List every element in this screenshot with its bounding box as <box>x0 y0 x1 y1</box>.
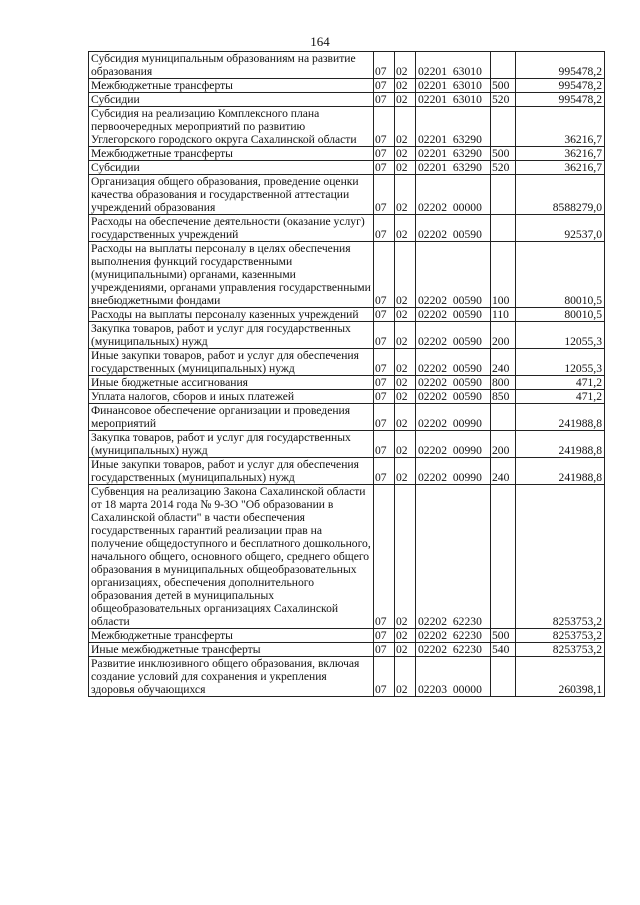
row-amount: 8253753,2 <box>516 643 605 657</box>
row-expense-type: 500 <box>491 147 516 161</box>
row-expense-type: 200 <box>491 431 516 458</box>
row-name: Иные бюджетные ассигнования <box>89 376 374 390</box>
row-subsection-code: 02 <box>395 629 416 643</box>
row-target-article: 02202 00590 <box>416 215 491 242</box>
table-row <box>89 215 605 242</box>
row-name: Субсидия на реализацию Комплексного плана первоочередных мероприятий по развитию Углегорского городского округа Сахалинской области <box>89 107 374 147</box>
row-section-code: 07 <box>374 376 395 390</box>
row-subsection-code: 02 <box>395 52 416 79</box>
row-name: Субсидии <box>89 93 374 107</box>
row-target-article: 02201 63010 <box>416 93 491 107</box>
row-expense-type <box>491 107 516 147</box>
row-expense-type <box>491 52 516 79</box>
table-row <box>89 147 605 161</box>
table-row <box>89 390 605 404</box>
row-section-code: 07 <box>374 79 395 93</box>
row-section-code: 07 <box>374 643 395 657</box>
table-row <box>89 107 605 147</box>
row-section-code: 07 <box>374 175 395 215</box>
row-amount: 8253753,2 <box>516 629 605 643</box>
table-row <box>89 175 605 215</box>
table-row <box>89 52 605 79</box>
row-target-article: 02202 00590 <box>416 308 491 322</box>
row-expense-type <box>491 485 516 629</box>
table-row <box>89 431 605 458</box>
table-row <box>89 242 605 308</box>
row-expense-type <box>491 657 516 697</box>
row-amount: 995478,2 <box>516 52 605 79</box>
row-target-article: 02202 00590 <box>416 322 491 349</box>
row-section-code: 07 <box>374 242 395 308</box>
row-name: Расходы на выплаты персоналу казенных учреждений <box>89 308 374 322</box>
row-target-article: 02201 63290 <box>416 107 491 147</box>
row-target-article: 02201 63290 <box>416 147 491 161</box>
row-section-code: 07 <box>374 107 395 147</box>
row-expense-type: 520 <box>491 161 516 175</box>
row-expense-type: 200 <box>491 322 516 349</box>
row-amount: 241988,8 <box>516 431 605 458</box>
row-target-article: 02201 63010 <box>416 52 491 79</box>
row-name: Межбюджетные трансферты <box>89 147 374 161</box>
row-section-code: 07 <box>374 485 395 629</box>
row-target-article: 02202 00590 <box>416 390 491 404</box>
row-amount: 471,2 <box>516 390 605 404</box>
table-row <box>89 404 605 431</box>
row-subsection-code: 02 <box>395 175 416 215</box>
row-expense-type: 240 <box>491 458 516 485</box>
row-section-code: 07 <box>374 458 395 485</box>
row-subsection-code: 02 <box>395 107 416 147</box>
row-subsection-code: 02 <box>395 215 416 242</box>
row-subsection-code: 02 <box>395 458 416 485</box>
row-subsection-code: 02 <box>395 349 416 376</box>
row-amount: 36216,7 <box>516 147 605 161</box>
table-row <box>89 161 605 175</box>
row-section-code: 07 <box>374 52 395 79</box>
row-expense-type: 500 <box>491 79 516 93</box>
table-row <box>89 376 605 390</box>
row-expense-type <box>491 175 516 215</box>
row-amount: 995478,2 <box>516 93 605 107</box>
row-amount: 92537,0 <box>516 215 605 242</box>
row-target-article: 02202 00590 <box>416 376 491 390</box>
row-expense-type: 850 <box>491 390 516 404</box>
page-number: 164 <box>310 34 330 49</box>
row-name: Закупка товаров, работ и услуг для государственных (муниципальных) нужд <box>89 322 374 349</box>
table-row <box>89 349 605 376</box>
row-subsection-code: 02 <box>395 485 416 629</box>
row-amount: 8253753,2 <box>516 485 605 629</box>
row-section-code: 07 <box>374 147 395 161</box>
row-name: Расходы на обеспечение деятельности (оказание услуг) государственных учреждений <box>89 215 374 242</box>
row-amount: 36216,7 <box>516 161 605 175</box>
row-target-article: 02202 00990 <box>416 404 491 431</box>
row-target-article: 02202 00000 <box>416 175 491 215</box>
row-name: Субсидия муниципальным образованиям на развитие образования <box>89 52 374 79</box>
table-row <box>89 643 605 657</box>
row-target-article: 02202 62230 <box>416 629 491 643</box>
row-name: Развитие инклюзивного общего образования, включая создание условий для сохранения и укрепления здоровья обучающихся <box>89 657 374 697</box>
row-expense-type: 520 <box>491 93 516 107</box>
row-name: Финансовое обеспечение организации и проведения мероприятий <box>89 404 374 431</box>
table-row <box>89 79 605 93</box>
row-section-code: 07 <box>374 629 395 643</box>
row-expense-type: 800 <box>491 376 516 390</box>
row-name: Субсидии <box>89 161 374 175</box>
row-subsection-code: 02 <box>395 242 416 308</box>
row-expense-type: 240 <box>491 349 516 376</box>
row-name: Организация общего образования, проведение оценки качества образования и государственной аттестации учреждений образования <box>89 175 374 215</box>
row-subsection-code: 02 <box>395 390 416 404</box>
row-name: Уплата налогов, сборов и иных платежей <box>89 390 374 404</box>
row-name: Иные закупки товаров, работ и услуг для обеспечения государственных (муниципальных) нужд <box>89 349 374 376</box>
row-amount: 241988,8 <box>516 404 605 431</box>
row-amount: 260398,1 <box>516 657 605 697</box>
row-amount: 241988,8 <box>516 458 605 485</box>
row-subsection-code: 02 <box>395 79 416 93</box>
row-section-code: 07 <box>374 349 395 376</box>
row-name: Иные закупки товаров, работ и услуг для обеспечения государственных (муниципальных) нужд <box>89 458 374 485</box>
row-expense-type <box>491 404 516 431</box>
row-amount: 80010,5 <box>516 242 605 308</box>
table-row <box>89 629 605 643</box>
row-subsection-code: 02 <box>395 93 416 107</box>
row-amount: 12055,3 <box>516 322 605 349</box>
row-section-code: 07 <box>374 404 395 431</box>
row-expense-type: 100 <box>491 242 516 308</box>
row-target-article: 02202 62230 <box>416 485 491 629</box>
row-target-article: 02202 00590 <box>416 349 491 376</box>
row-subsection-code: 02 <box>395 147 416 161</box>
row-section-code: 07 <box>374 657 395 697</box>
row-target-article: 02202 00990 <box>416 458 491 485</box>
row-target-article: 02203 00000 <box>416 657 491 697</box>
row-subsection-code: 02 <box>395 643 416 657</box>
row-subsection-code: 02 <box>395 308 416 322</box>
row-amount: 80010,5 <box>516 308 605 322</box>
row-target-article: 02202 00990 <box>416 431 491 458</box>
row-amount: 8588279,0 <box>516 175 605 215</box>
row-subsection-code: 02 <box>395 404 416 431</box>
row-expense-type <box>491 215 516 242</box>
row-target-article: 02201 63010 <box>416 79 491 93</box>
budget-table <box>88 51 605 697</box>
table-row <box>89 657 605 697</box>
row-subsection-code: 02 <box>395 431 416 458</box>
row-subsection-code: 02 <box>395 376 416 390</box>
row-section-code: 07 <box>374 93 395 107</box>
row-expense-type: 110 <box>491 308 516 322</box>
row-target-article: 02202 62230 <box>416 643 491 657</box>
row-name: Межбюджетные трансферты <box>89 629 374 643</box>
row-section-code: 07 <box>374 215 395 242</box>
table-row <box>89 458 605 485</box>
row-name: Закупка товаров, работ и услуг для государственных (муниципальных) нужд <box>89 431 374 458</box>
row-subsection-code: 02 <box>395 161 416 175</box>
row-subsection-code: 02 <box>395 322 416 349</box>
row-name: Субвенция на реализацию Закона Сахалинской области от 18 марта 2014 года № 9-ЗО "Об образовании в Сахалинской области" в части обеспечения государственных гарантий реализации прав на получение общедоступного и бесплатного дошкольного, начального общего, основного общего, среднего общего образования в муниципальных общеобразовательных организациях, обеспечения дополнительного образования детей в муниципальных общеобразовательных организациях Сахалинской области <box>89 485 374 629</box>
row-amount: 471,2 <box>516 376 605 390</box>
row-name: Иные межбюджетные трансферты <box>89 643 374 657</box>
row-amount: 995478,2 <box>516 79 605 93</box>
row-target-article: 02201 63290 <box>416 161 491 175</box>
row-subsection-code: 02 <box>395 657 416 697</box>
row-section-code: 07 <box>374 390 395 404</box>
table-row <box>89 93 605 107</box>
row-amount: 36216,7 <box>516 107 605 147</box>
row-amount: 12055,3 <box>516 349 605 376</box>
row-section-code: 07 <box>374 431 395 458</box>
table-row <box>89 485 605 629</box>
row-expense-type: 540 <box>491 643 516 657</box>
row-section-code: 07 <box>374 322 395 349</box>
table-row <box>89 308 605 322</box>
row-name: Межбюджетные трансферты <box>89 79 374 93</box>
budget-table-body <box>89 52 605 697</box>
row-target-article: 02202 00590 <box>416 242 491 308</box>
row-name: Расходы на выплаты персоналу в целях обеспечения выполнения функций государственными (муниципальными) органами, казенными учреждениями, органами управления государственными внебюджетными фондами <box>89 242 374 308</box>
row-section-code: 07 <box>374 161 395 175</box>
row-expense-type: 500 <box>491 629 516 643</box>
table-row <box>89 322 605 349</box>
row-section-code: 07 <box>374 308 395 322</box>
